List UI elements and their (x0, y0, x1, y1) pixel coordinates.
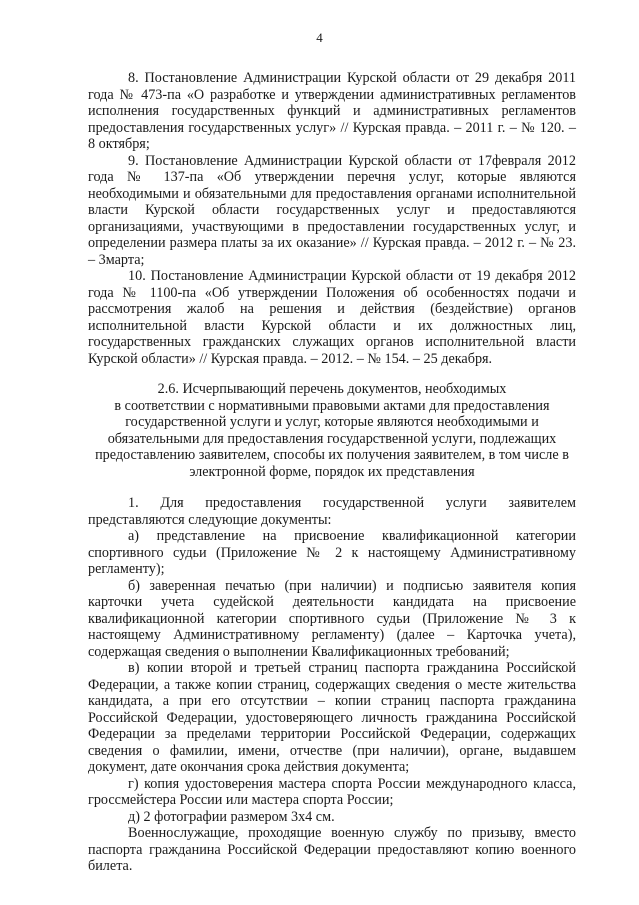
section-heading: 2.6. Исчерпывающий перечень документов, необходимых в соответствии с нормативными правовыми актами для предоставления государственной услуги и услуг, которые являются необходимыми и обязательными для предоставления государственной услуги, подлежащих предоставлению заявителем, способы их получения заявителем, в том числе в электронной форме, порядок их представления (95, 381, 569, 480)
paragraph-item-8: 8. Постановление Администрации Курской области от 29 декабря 2011 года № 473-па «О разработке и утверждении административных регламентов исполнения государственных функций и административных регламентов предоставления государственных услуг» // Курская правда. – 2011 г. – № 120. – 8 октября; (88, 70, 576, 152)
paragraph-item-b: б) заверенная печатью (при наличии) и подписью заявителя копия карточки учета судейской деятельности кандидата на присвоение квалификационной категории спортивного судьи (Приложение № 3 к настоящему Административному регламенту) (далее – Карточка учета), содержащая сведения о выполнении Квалификационных требований; (88, 577, 576, 660)
page-number: 4 (316, 30, 323, 45)
paragraph-item-d: д) 2 фотографии размером 3х4 см. (128, 808, 335, 825)
paragraph-military: Военнослужащие, проходящие военную службу по призыву, вместо паспорта гражданина Российской Федерации предоставляют копию военного билета. (88, 825, 576, 874)
paragraph-item-9: 9. Постановление Администрации Курской области от 17февраля 2012 года № 137-па «Об утверждении перечня услуг, которые являются необходимыми и обязательными для предоставления органами исполнительной власти Курской области государственных услуг и предоставляются организациями, участвующими в предоставлении государственных услуг, и определении размера платы за их оказание» // Курская правда. – 2012 г. – № 23. – 3марта; (88, 152, 576, 268)
paragraph-item-a: а) представление на присвоение квалификационной категории спортивного судьи (Приложение № 2 к настоящему Административному регламенту); (88, 528, 576, 577)
paragraph-item-g: г) копия удостоверения мастера спорта России международного класса, гроссмейстера России или мастера спорта России; (88, 775, 576, 808)
document-body (88, 70, 576, 875)
paragraph-documents-intro: 1. Для предоставления государственной услуги заявителем представляются следующие документы: (88, 495, 576, 528)
paragraph-item-v: в) копии второй и третьей страниц паспорта гражданина Российской Федерации, а также копии страниц, содержащих сведения о месте жительства кандидата, а при его отсутствии – копии страниц паспорта гражданина Российской Федерации, удостоверяющего личность гражданина Российской Федерации за пределами территории Российской Федерации, содержащих сведения о фамилии, имени, отчестве (при наличии), органе, выдавшем документ, дате окончания срока действия документа; (88, 660, 576, 775)
paragraph-item-10: 10. Постановление Администрации Курской области от 19 декабря 2012 года № 1100-па «Об утверждении Положения об особенностях подачи и рассмотрения жалоб на решения и действия (бездействие) органов исполнительной власти Курской области и их должностных лиц, государственных гражданских служащих органов исполнительной власти Курской области» // Курская правда. – 2012. – № 154. – 25 декабря. (88, 268, 576, 367)
